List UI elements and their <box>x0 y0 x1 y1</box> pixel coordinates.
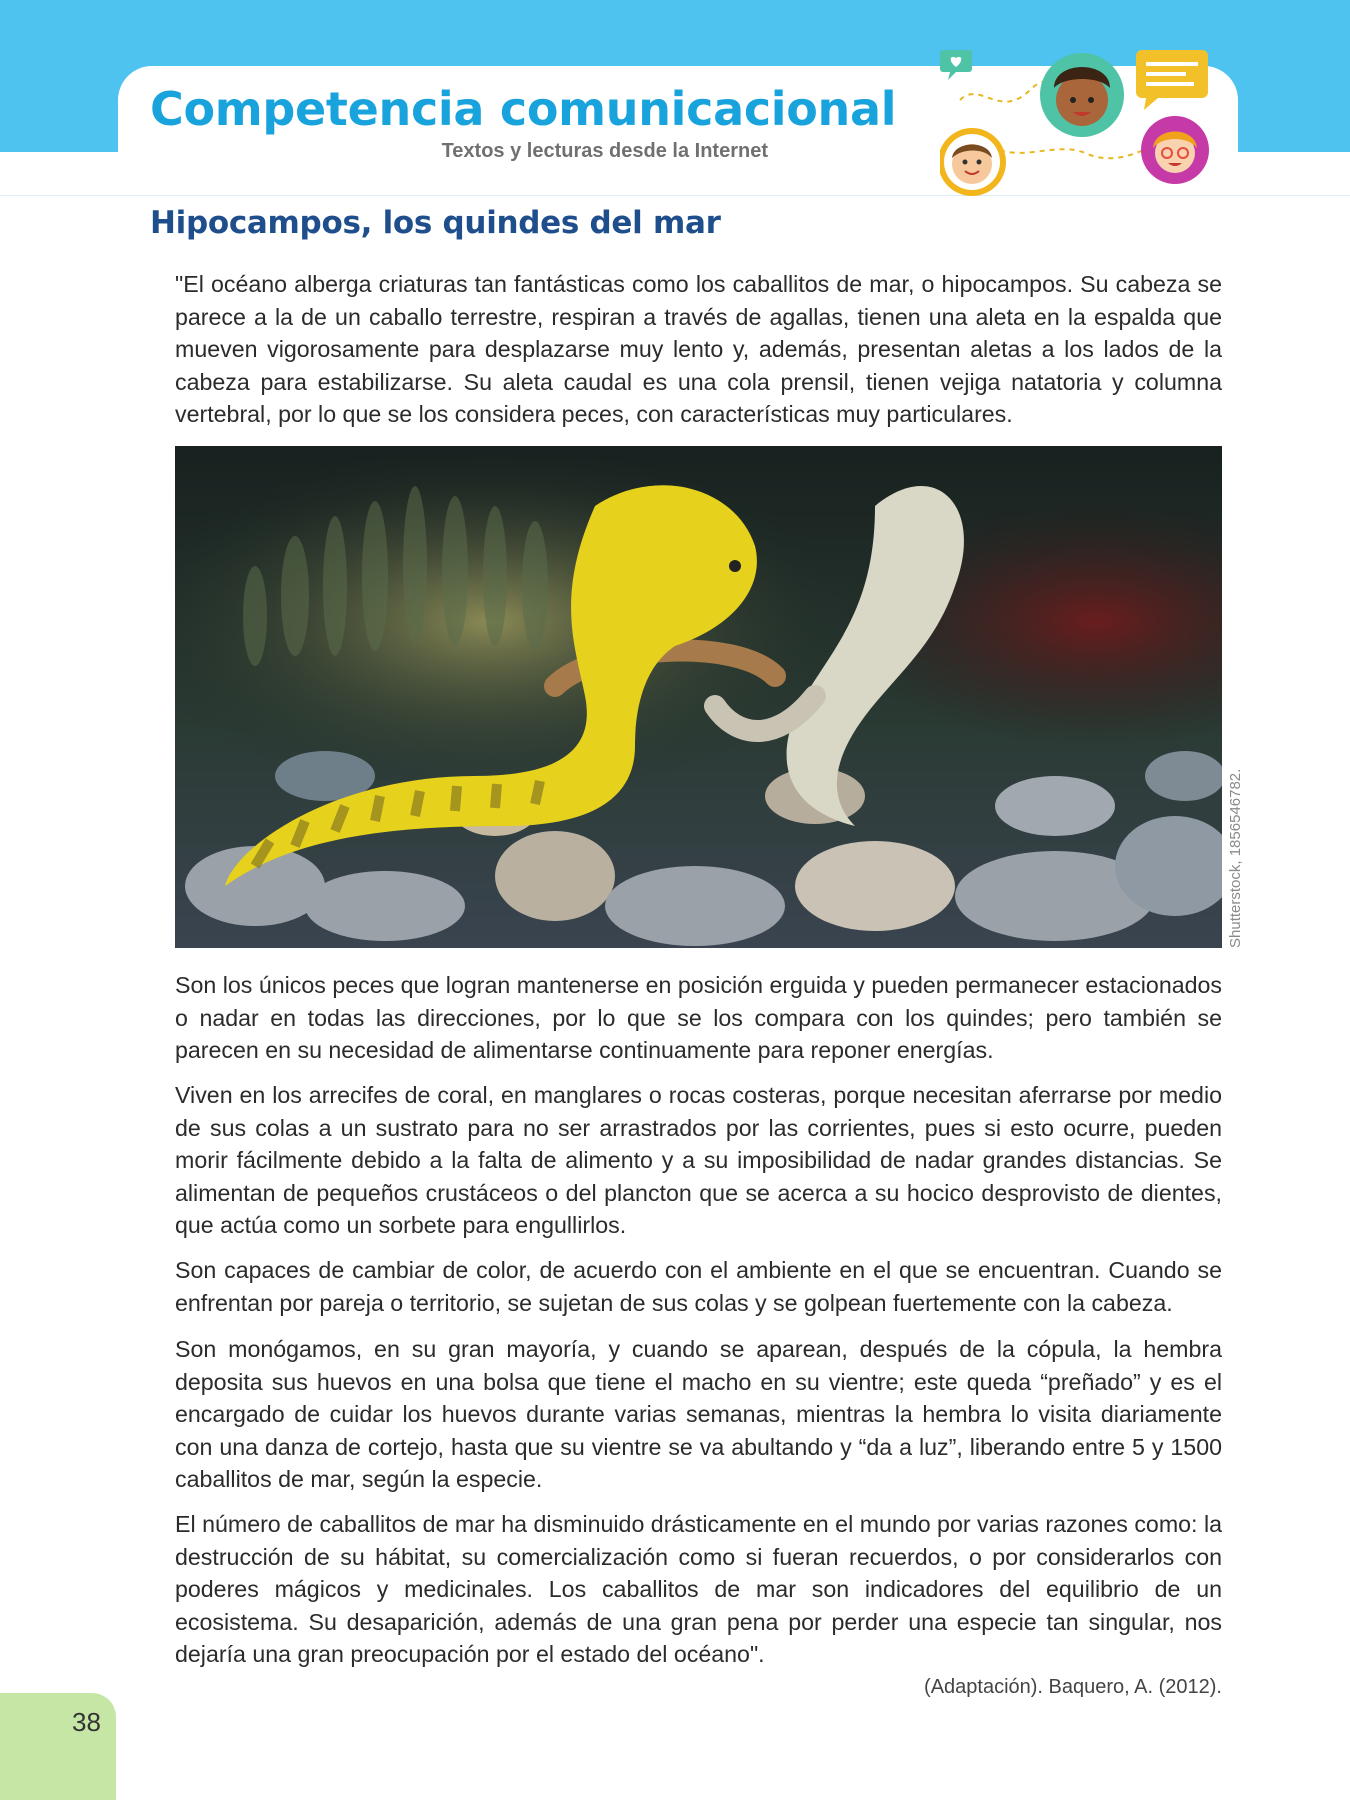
heart-bubble-icon <box>940 50 972 80</box>
section-subtitle: Textos y lecturas desde la Internet <box>441 140 768 162</box>
boy-avatar-icon <box>940 128 1006 196</box>
body-paragraph-2: Viven en los arrecifes de coral, en manglares o rocas costeras, porque necesitan aferrarse por medio de sus colas a un sustrato para no ser arrastrados por las corrientes, pues si esto ocurre, pueden morir fácilmente debido a la falta de alimento y a su imposibilidad de nadar grandes distancias. Se alimentan de pequeños crustáceos o del plancton que se acerca a su hocico desprovisto de dientes, que actúa como un sorbete para engullirlos. <box>175 1082 1222 1238</box>
photo-credit: Shutterstock, 1856546782. <box>1227 768 1244 948</box>
body-paragraph-3: Son capaces de cambiar de color, de acuerdo con el ambiente en el que se encuentran. Cuando se enfrentan por pareja o territorio, se sujetan de sus colas y se golpean fuertemente con la cabeza. <box>175 1257 1222 1316</box>
children-chat-illustration <box>940 40 1240 200</box>
body-paragraph-5: El número de caballitos de mar ha disminuido drásticamente en el mundo por varias razones como: la destrucción de su hábitat, su comercialización como si fueran recuerdos, o por considerarlos con poderes mágicos y medicinales. Los caballitos de mar son indicadores del equilibrio de un ecosistema. Su desaparición, además de una gran pena por perder una especie tan singular, nos dejaría una gran preocupación por el estado del océano". <box>175 1511 1222 1667</box>
curly-boy-avatar-icon <box>1040 53 1124 137</box>
intro-paragraph: "El océano alberga criaturas tan fantásticas como los caballitos de mar, o hipocampos. Su cabeza se parece a la de un caballo terrestre, respiran a través de agallas, tienen una aleta en la espalda que mueven vigorosamente para desplazarse muy lento y, además, presentan aletas a los lados de la cabeza para estabilizarse. Su aleta caudal es una cola prensil, tienen vejiga natatoria y columna vertebral, por lo que se los considera peces, con características muy particulares. <box>175 271 1222 427</box>
section-title: Competencia comunicacional <box>150 82 897 136</box>
body-paragraph-4: Son monógamos, en su gran mayoría, y cuando se aparean, después de la cópula, la hembra deposita sus huevos en una bolsa que tiene el macho en su vientre; este queda “preñado” y es el encargado de cuidar los huevos durante varias semanas, mientras la hembra lo visita diariamente con una danza de cortejo, hasta que su vientre se va abultando y “da a luz”, liberando entre 5 y 1500 caballitos de mar, según la especie. <box>175 1336 1222 1492</box>
page-number: 38 <box>72 1707 101 1737</box>
message-bubble-icon <box>1136 50 1208 110</box>
body-paragraph-1: Son los únicos peces que logran mantenerse en posición erguida y pueden permanecer estacionados o nadar en todas las direcciones, por lo que se los compara con los quindes; pero también se parecen en su necesidad de alimentarse continuamente para reponer energías. <box>175 972 1222 1063</box>
article-title: Hipocampos, los quindes del mar <box>150 205 721 241</box>
article-source: (Adaptación). Baquero, A. (2012). <box>924 1676 1222 1698</box>
seahorse-photo <box>175 446 1222 948</box>
girl-avatar-icon <box>1141 116 1209 184</box>
